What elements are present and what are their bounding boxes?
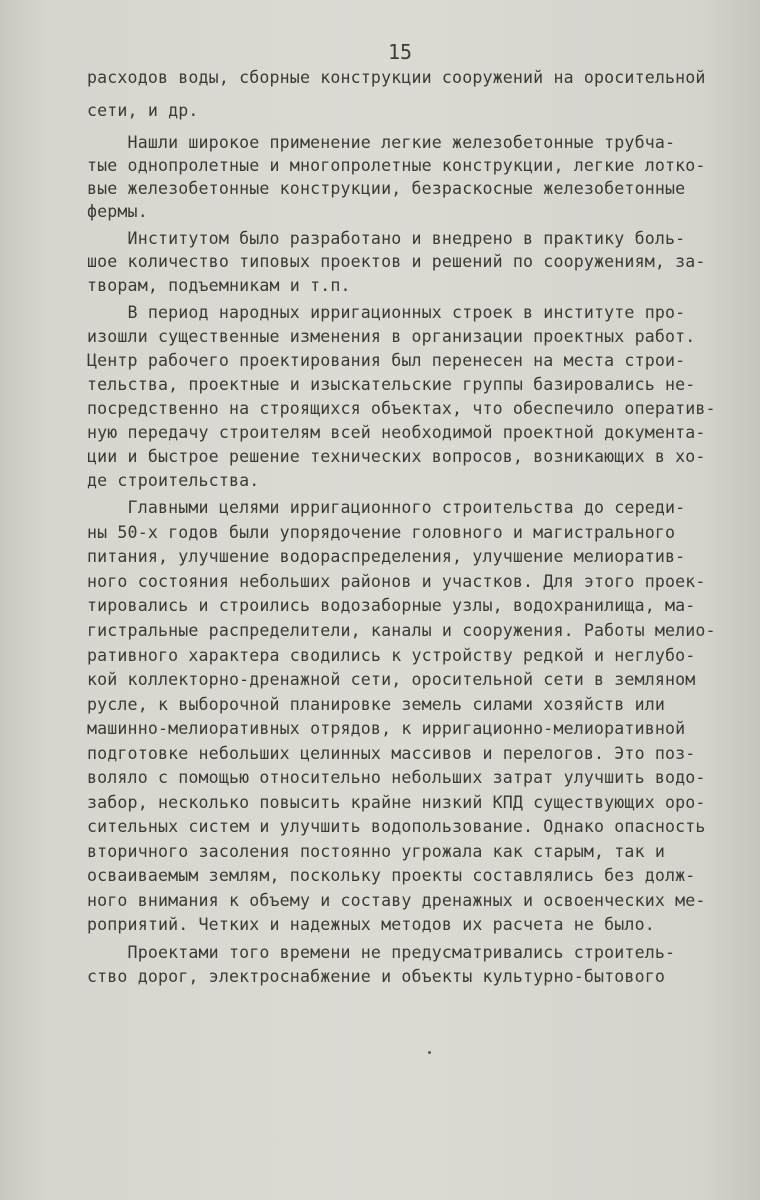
text-line: машинно-мелиоративных отрядов, к ирригационно-мелиоративной (87, 719, 686, 738)
text-line: подготовке небольших целинных массивов и перелогов. Это поз- (87, 744, 696, 763)
text-line: тые однопролетные и многопролетные конструкции, легкие лотко- (87, 156, 706, 175)
text-line: В период народных ирригационных строек в институте про- (87, 303, 686, 322)
text-line: тировались и строились водозаборные узлы, водохранилища, ма- (87, 596, 696, 615)
text-line: роприятий. Четких и надежных методов их расчета не было. (87, 915, 655, 934)
text-line: вторичного засоления постоянно угрожала как старым, так и (87, 842, 665, 861)
text-line: русле, к выборочной планировке земель силами хозяйств или (87, 695, 665, 714)
text-line: ного внимания к объему и составу дренажных и освоенческих ме- (87, 891, 706, 910)
text-line: вые железобетонные конструкции, безраскосные железобетонные (87, 179, 686, 198)
text-line: Проектами того времени не предусматривались строитель- (87, 943, 676, 962)
ink-dot (428, 1051, 431, 1054)
text-line: сети, и др. (87, 101, 199, 120)
text-line: кой коллекторно-дренажной сети, оросительной сети в земляном (87, 670, 696, 689)
text-line: ную передачу строителям всей необходимой проектной документа- (87, 423, 706, 442)
text-line: питания, улучшение водораспределения, улучшение мелиоратив- (87, 547, 686, 566)
text-line: расходов воды, сборные конструкции сооружений на оросительной (87, 68, 706, 87)
text-line: посредственно на строящихся объектах, что обеспечило оператив- (87, 399, 716, 418)
text-line: ны 50-х годов были упорядочение головного и магистрального (87, 523, 676, 542)
text-line: сительных систем и улучшить водопользование. Однако опасность (87, 817, 706, 836)
text-line: тельства, проектные и изыскательские группы базировались не- (87, 375, 696, 394)
text-line: шое количество типовых проектов и решений по сооружениям, за- (87, 252, 706, 271)
text-line: гистральные распределители, каналы и сооружения. Работы мелио- (87, 621, 716, 640)
text-line: Нашли широкое применение легкие железобетонные трубча- (87, 133, 676, 152)
text-line: Институтом было разработано и внедрено в практику боль- (87, 229, 686, 248)
text-line: ративного характера сводились к устройству редкой и неглубо- (87, 646, 696, 665)
text-line: творам, подъемникам и т.п. (87, 276, 351, 295)
text-line: воляло с помощью относительно небольших затрат улучшить водо- (87, 768, 706, 787)
text-line: фермы. (87, 202, 148, 221)
text-line: де строительства. (87, 471, 260, 490)
text-line: ного состояния небольших районов и участков. Для этого проек- (87, 572, 706, 591)
text-line: Центр рабочего проектирования был перенесен на места строи- (87, 351, 686, 370)
text-line: забор, несколько повысить крайне низкий КПД существующих оро- (87, 793, 706, 812)
text-line: ции и быстрое решение технических вопросов, возникающих в хо- (87, 447, 706, 466)
text-line: осваиваемым землям, поскольку проекты составлялись без долж- (87, 866, 696, 885)
text-line: изошли существенные изменения в организации проектных работ. (87, 327, 696, 346)
text-line: Главными целями ирригационного строительства до середи- (87, 498, 686, 517)
text-line: ство дорог, электроснабжение и объекты культурно-бытового (87, 967, 665, 986)
page-number: 15 (388, 40, 413, 64)
